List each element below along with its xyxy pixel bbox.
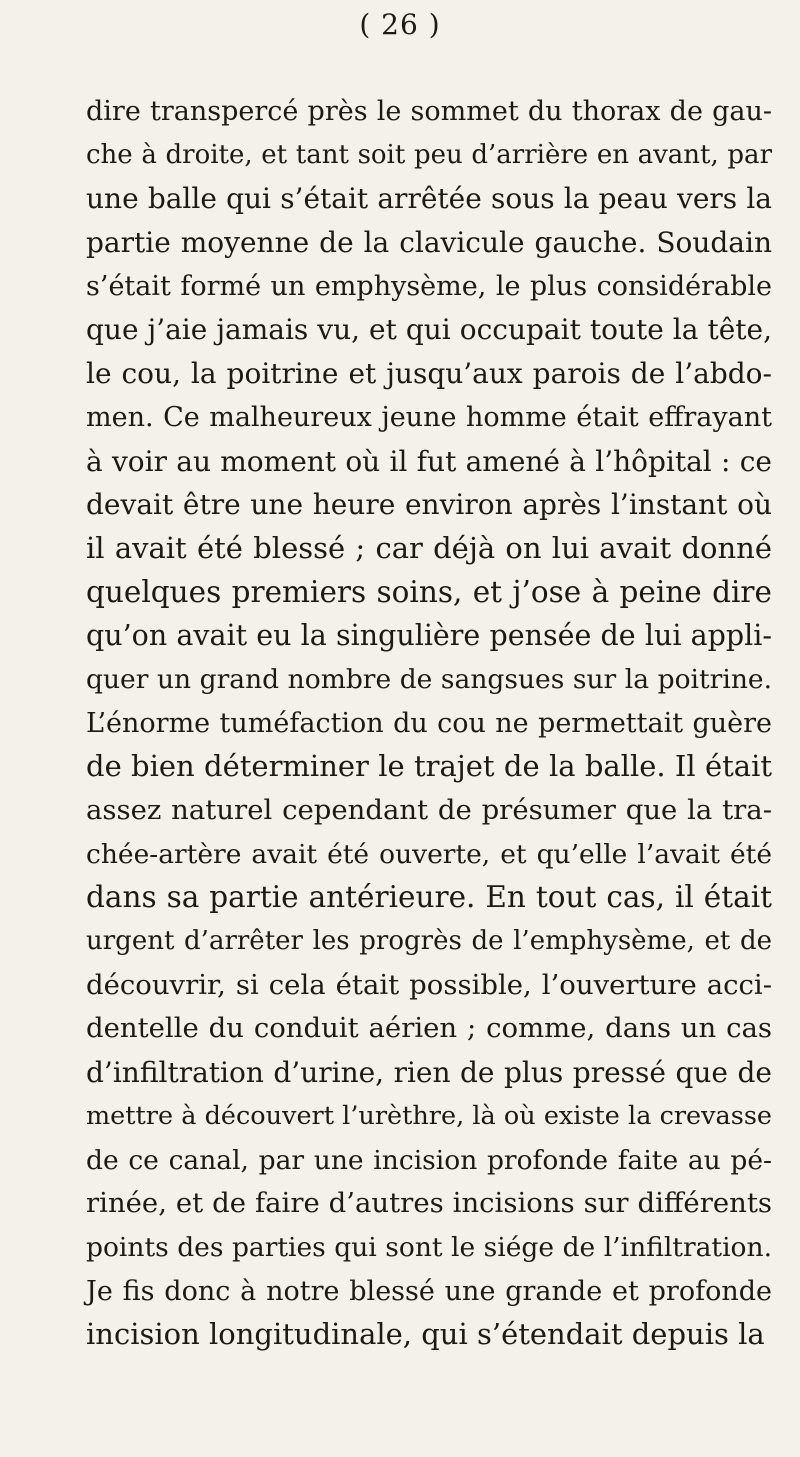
text-line: dans sa partie antérieure. En tout cas, il était [86, 880, 772, 915]
text-line: qu’on avait eu la singulière pensée de lui appli- [86, 619, 772, 653]
text-line: quelques premiers soins, et j’ose à peine dire [86, 574, 772, 609]
text-line: Je fis donc à notre blessé une grande et profonde [86, 1275, 772, 1307]
text-line: découvrir, si cela était possible, l’ouverture acci- [86, 968, 772, 1001]
text-line: dire transpercé près le sommet du thorax de gau- [86, 96, 772, 127]
page-number: ( 26 ) [359, 8, 441, 41]
text-line: de bien déterminer le trajet de la balle. Il était [86, 749, 772, 784]
text-line: que j’aie jamais vu, et qui occupait toute la tête, [86, 313, 772, 347]
text-line: men. Ce malheureux jeune homme était effrayant [86, 401, 772, 433]
text-line: points des parties qui sont le siége de l’infiltration. [86, 1231, 772, 1263]
text-line: che à droite, et tant soit peu d’arrière en avant, par [86, 139, 772, 170]
body-text [86, 90, 772, 1357]
text-line: dentelle du conduit aérien ; comme, dans un cas [86, 1012, 772, 1045]
text-line: urgent d’arrêter les progrès de l’emphysème, et de [86, 926, 772, 957]
text-line: L’énorme tuméfaction du cou ne permettait guère [86, 707, 772, 739]
text-line: d’infiltration d’urine, rien de plus pressé que de [86, 1056, 772, 1090]
text-line: il avait été blessé ; car déjà on lui avait donné [86, 530, 772, 565]
text-line: une balle qui s’était arrêtée sous la peau vers la [86, 182, 772, 216]
text-line: s’était formé un emphysème, le plus considérable [86, 270, 772, 302]
text-line: incision longitudinale, qui s’étendait depuis la [86, 1317, 765, 1352]
text-line: à voir au moment où il fut amené à l’hôpital : ce [86, 444, 772, 478]
text-line: de ce canal, par une incision profonde faite au pé- [86, 1144, 772, 1176]
text-line: le cou, la poitrine et jusqu’aux parois de l’abdo- [86, 357, 772, 391]
text-line: partie moyenne de la clavicule gauche. Soudain [86, 226, 772, 260]
text-line: quer un grand nombre de sangsues sur la poitrine. [86, 663, 772, 695]
text-line: rinée, et de faire d’autres incisions sur différents [86, 1187, 772, 1220]
text-line: chée-artère avait été ouverte, et qu’elle l’avait été [86, 838, 772, 870]
text-line: assez naturel cependant de présumer que la tra- [86, 794, 772, 826]
text-line: devait être une heure environ après l’instant où [86, 488, 772, 522]
text-line: mettre à découvert l’urèthre, là où existe la crevasse [86, 1100, 772, 1131]
